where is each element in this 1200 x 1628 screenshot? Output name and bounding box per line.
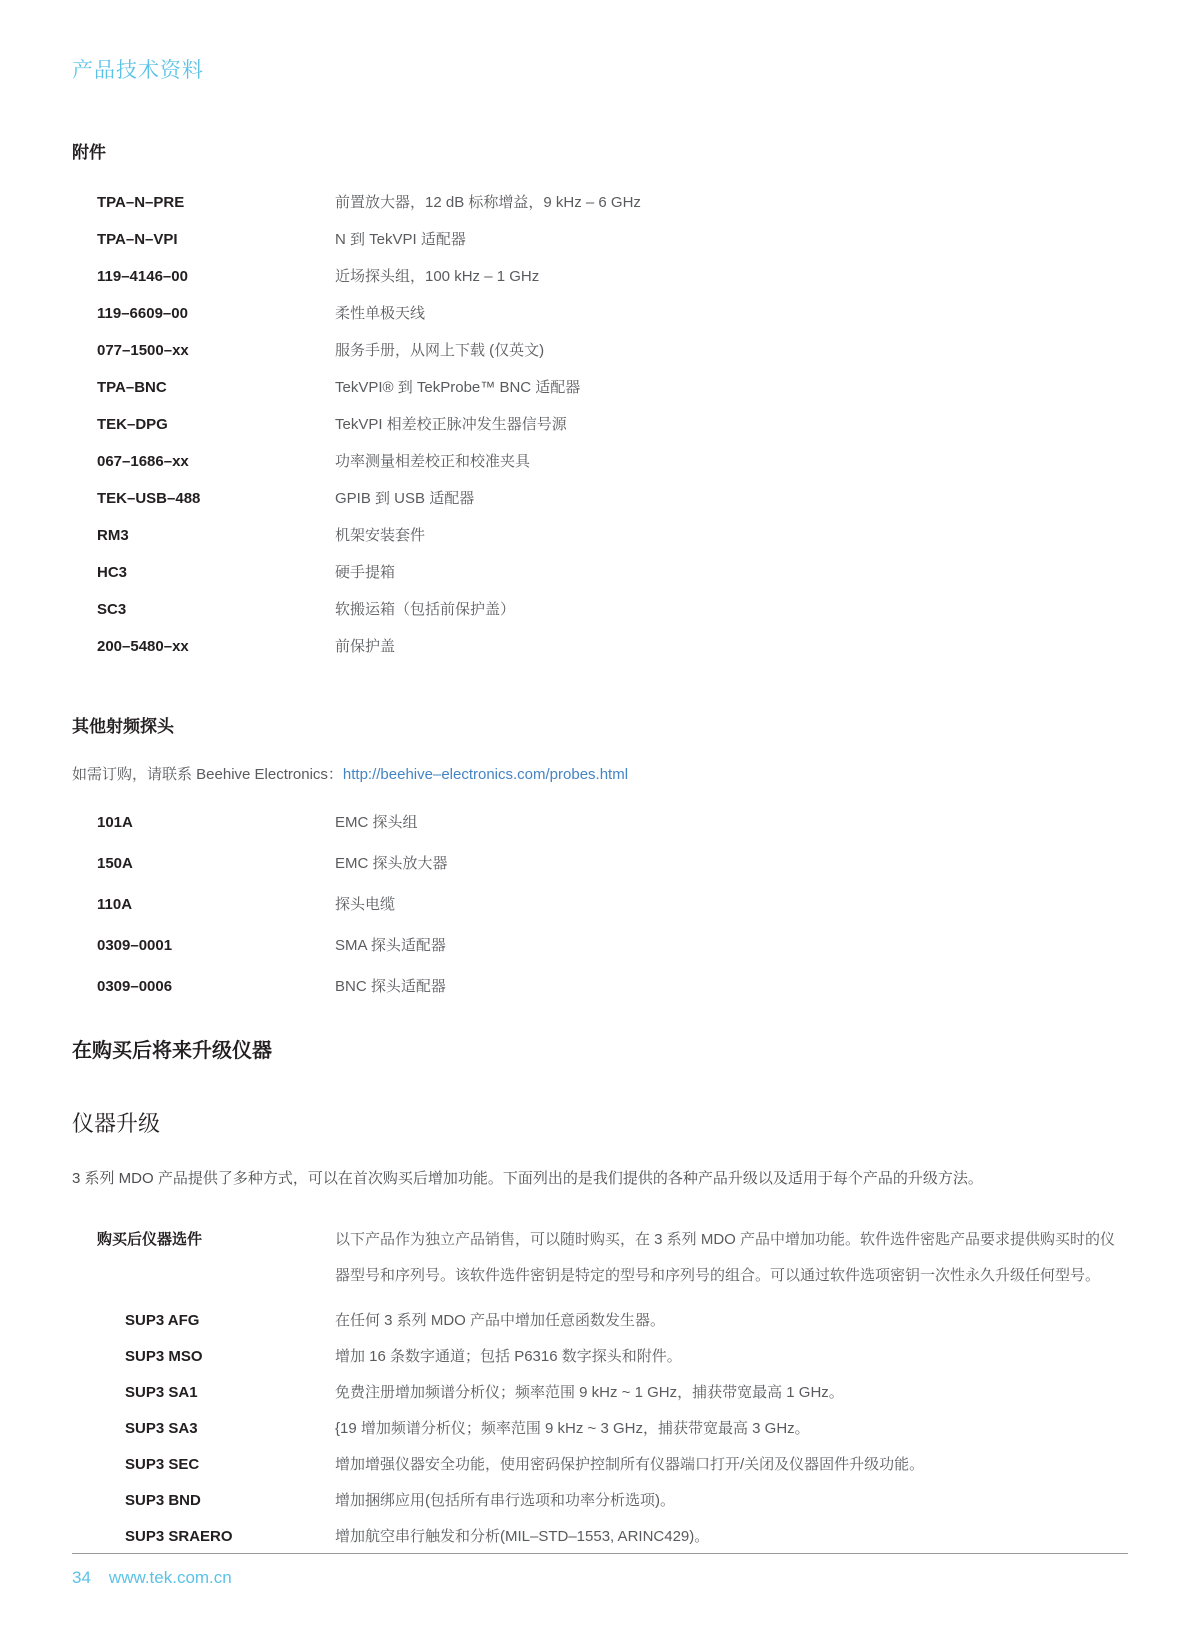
part-number: TEK–DPG — [97, 416, 168, 433]
part-description: 探头电缆 — [335, 896, 396, 913]
part-description: 前保护盖 — [335, 638, 396, 655]
part-number: 119–6609–00 — [97, 305, 188, 322]
part-number: 101A — [97, 814, 133, 831]
part-description: N 到 TekVPI 适配器 — [335, 231, 466, 248]
upgrade-option-row — [72, 1346, 1128, 1368]
option-code: SUP3 AFG — [125, 1312, 200, 1329]
accessory-row — [72, 488, 1128, 510]
upgrade-options-list — [72, 1310, 1128, 1548]
part-number: 067–1686–xx — [97, 453, 189, 470]
part-description: 功率测量相差校正和校准夹具 — [335, 453, 531, 470]
part-number: SC3 — [97, 601, 127, 618]
part-description: GPIB 到 USB 适配器 — [335, 490, 475, 507]
part-number: TEK–USB–488 — [97, 490, 201, 507]
option-code: SUP3 MSO — [125, 1348, 203, 1365]
accessory-row — [72, 266, 1128, 288]
part-description: 前置放大器，12 dB 标称增益，9 kHz – 6 GHz — [335, 194, 641, 211]
part-number: 077–1500–xx — [97, 342, 189, 359]
part-description: 机架安装套件 — [335, 527, 426, 544]
option-description: 在任何 3 系列 MDO 产品中增加任意函数发生器。 — [335, 1312, 666, 1329]
part-number: HC3 — [97, 564, 128, 581]
part-number: 0309–0006 — [97, 978, 173, 995]
footer-url: www.tek.com.cn — [108, 1568, 232, 1587]
part-number: TPA–N–PRE — [97, 194, 185, 211]
part-description: 硬手提箱 — [335, 564, 396, 581]
part-description: 服务手册，从网上下载 (仅英文) — [335, 342, 545, 359]
page-title: 产品技术资料 — [72, 59, 204, 82]
part-number: 200–5480–xx — [97, 638, 189, 655]
accessory-row — [72, 525, 1128, 547]
section-title-rf-probes: 其他射频探头 — [72, 717, 174, 736]
option-description: 增加捆绑应用(包括所有串行选项和功率分析选项)。 — [335, 1492, 675, 1509]
accessory-row — [72, 414, 1128, 436]
option-code: SUP3 SRAERO — [125, 1528, 233, 1545]
accessory-row — [72, 451, 1128, 473]
post-purchase-options-label: 购买后仪器选件 — [97, 1231, 203, 1248]
part-description: 近场探头组，100 kHz – 1 GHz — [335, 268, 540, 285]
part-description: 柔性单极天线 — [335, 305, 426, 322]
option-description: {19 增加频谱分析仪；频率范围 9 kHz ~ 3 GHz，捕获带宽最高 3 GHz。 — [335, 1420, 810, 1437]
accessory-row — [72, 599, 1128, 621]
option-description: 增加航空串行触发和分析(MIL–STD–1553, ARINC429)。 — [335, 1528, 710, 1545]
option-code: SUP3 SA1 — [125, 1384, 198, 1401]
part-description: TekVPI® 到 TekProbe™ BNC 适配器 — [335, 379, 581, 396]
part-number: TPA–N–VPI — [97, 231, 178, 248]
option-description: 增加增强仪器安全功能，使用密码保护控制所有仪器端口打开/关闭及仪器固件升级功能。 — [335, 1456, 925, 1473]
rf-probe-row — [72, 812, 1128, 834]
option-description: 免费注册增加频谱分析仪；频率范围 9 kHz ~ 1 GHz，捕获带宽最高 1 GHz。 — [335, 1384, 844, 1401]
upgrade-option-row — [72, 1526, 1128, 1548]
part-number: TPA–BNC — [97, 379, 167, 396]
heading-upgrade-after-purchase: 在购买后将来升级仪器 — [72, 1040, 272, 1062]
accessory-row — [72, 192, 1128, 214]
heading-instrument-upgrades: 仪器升级 — [72, 1111, 161, 1136]
accessories-list — [72, 192, 1128, 658]
upgrade-option-row — [72, 1310, 1128, 1332]
rf-probes-intro — [72, 764, 1128, 786]
rf-probe-row — [72, 976, 1128, 998]
option-description: 增加 16 条数字通道；包括 P6316 数字探头和附件。 — [335, 1348, 682, 1365]
part-number: 0309–0001 — [97, 937, 173, 954]
accessory-row — [72, 562, 1128, 584]
post-purchase-options-row — [72, 1222, 1128, 1294]
accessory-row — [72, 303, 1128, 325]
page-number: 34 — [72, 1568, 91, 1587]
part-number: 119–4146–00 — [97, 268, 188, 285]
rf-probes-intro-text: 如需订购，请联系 Beehive Electronics： — [72, 766, 343, 783]
accessory-row — [72, 636, 1128, 658]
option-code: SUP3 BND — [125, 1492, 201, 1509]
upgrade-option-row — [72, 1382, 1128, 1404]
rf-probe-row — [72, 853, 1128, 875]
part-description: EMC 探头组 — [335, 814, 418, 831]
accessory-row — [72, 229, 1128, 251]
part-number: 150A — [97, 855, 133, 872]
post-purchase-options-description: 以下产品作为独立产品销售，可以随时购买，在 3 系列 MDO 产品中增加功能。软件选件密匙产品要求提供购买时的仪器型号和序列号。该软件选件密钥是特定的型号和序列号的组合。可以通过软件选项密钥一次性永久升级任何型号。 — [335, 1231, 1116, 1284]
part-number: RM3 — [97, 527, 129, 544]
section-title-accessories: 附件 — [72, 143, 106, 162]
part-description: TekVPI 相差校正脉冲发生器信号源 — [335, 416, 567, 433]
rf-probe-row — [72, 935, 1128, 957]
accessory-row — [72, 340, 1128, 362]
part-description: SMA 探头适配器 — [335, 937, 446, 954]
option-code: SUP3 SA3 — [125, 1420, 198, 1437]
beehive-probes-link[interactable]: http://beehive–electronics.com/probes.html — [342, 766, 629, 783]
upgrade-option-row — [72, 1490, 1128, 1512]
part-description: EMC 探头放大器 — [335, 855, 448, 872]
rf-probe-row — [72, 894, 1128, 916]
rf-probes-list — [72, 812, 1128, 998]
option-code: SUP3 SEC — [125, 1456, 200, 1473]
part-description: BNC 探头适配器 — [335, 978, 446, 995]
upgrade-intro-paragraph: 3 系列 MDO 产品提供了多种方式，可以在首次购买后增加功能。下面列出的是我们提供的各种产品升级以及适用于每个产品的升级方法。 — [72, 1170, 983, 1187]
part-number: 110A — [97, 896, 133, 913]
upgrade-option-row — [72, 1454, 1128, 1476]
upgrade-option-row — [72, 1418, 1128, 1440]
part-description: 软搬运箱（包括前保护盖） — [335, 601, 516, 618]
page-footer — [72, 1553, 1128, 1588]
accessory-row — [72, 377, 1128, 399]
